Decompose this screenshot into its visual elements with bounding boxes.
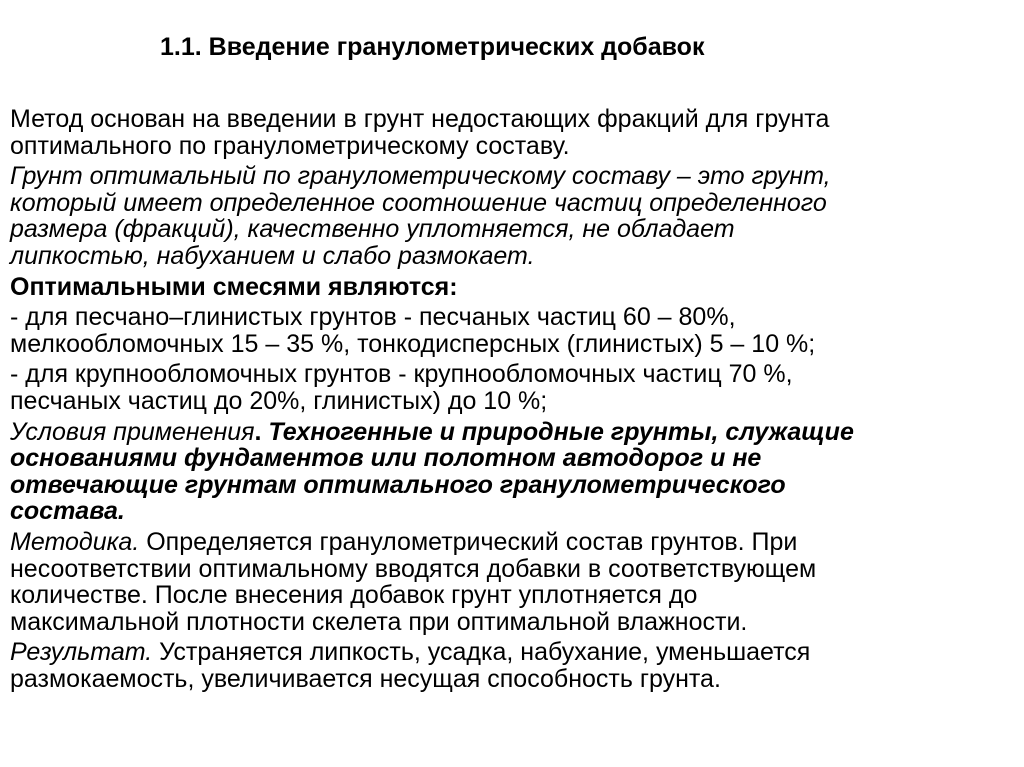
methodology-label: Методика. xyxy=(10,527,140,556)
paragraph-line: размера (фракций), качественно уплотняется, не обладает xyxy=(10,215,735,244)
paragraph-conditions xyxy=(10,419,1010,525)
paragraph-methodology xyxy=(10,529,1010,635)
paragraph-line xyxy=(10,527,1010,556)
paragraph-line: Метод основан на введении в грунт недостающих фракций для грунта xyxy=(10,105,830,133)
paragraph-line xyxy=(10,417,1010,446)
paragraph-line: песчаных частиц до 20%, глинистых) до 10 %; xyxy=(10,386,548,415)
paragraph-optimal-mixes-heading xyxy=(10,274,1010,301)
slide-body xyxy=(10,106,1010,696)
conditions-dot: . xyxy=(254,417,262,446)
paragraph-line: количестве. После внесения добавок грунт уплотняется до xyxy=(10,581,698,610)
paragraph-method xyxy=(10,106,1010,159)
conditions-text: Техногенные и природные грунты, служащие xyxy=(268,417,854,446)
paragraph-line: размокаемость, увеличивается несущая способность грунта. xyxy=(10,664,721,693)
paragraph-line: основаниями фундаментов или полотном автодорог и не xyxy=(10,444,762,473)
paragraph-definition xyxy=(10,163,1010,269)
paragraph-line: максимальной плотности скелета при оптимальной влажности. xyxy=(10,607,748,636)
result-text: Устраняется липкость, усадка, набухание, уменьшается xyxy=(159,638,811,667)
paragraph-coarse-soils xyxy=(10,361,1010,414)
paragraph-line: мелкообломочных 15 – 35 %, тонкодисперсных (глинистых) 5 – 10 %; xyxy=(10,329,816,358)
paragraph-line: который имеет определенное соотношение частиц определенного xyxy=(10,188,827,217)
paragraph-line: несоответствии оптимальному вводятся добавки в соответствующем xyxy=(10,554,817,583)
methodology-text: Определяется гранулометрический состав грунтов. При xyxy=(146,527,798,556)
paragraph-line: Грунт оптимальный по гранулометрическому составу – это грунт, xyxy=(10,162,831,191)
paragraph-line: липкостью, набуханием и слабо размокает. xyxy=(10,241,535,270)
paragraph-line: оптимального по гранулометрическому составу. xyxy=(10,131,570,160)
paragraph-result xyxy=(10,639,1010,692)
paragraph-line: - для песчано–глинистых грунтов - песчаных частиц 60 – 80%, xyxy=(10,303,736,332)
paragraph-line: отвечающие грунтам оптимального гранулометрического xyxy=(10,470,786,499)
paragraph-line: Оптимальными смесями являются: xyxy=(10,272,458,301)
result-label: Результат. xyxy=(10,638,153,667)
paragraph-sandy-clay-soils xyxy=(10,304,1010,357)
paragraph-line: - для крупнообломочных грунтов - крупнообломочных частиц 70 %, xyxy=(10,360,793,389)
conditions-label: Условия применения xyxy=(10,417,255,446)
slide-title: 1.1. Введение гранулометрических добавок xyxy=(160,33,705,61)
paragraph-line xyxy=(10,638,1010,667)
paragraph-line: состава. xyxy=(10,497,125,526)
